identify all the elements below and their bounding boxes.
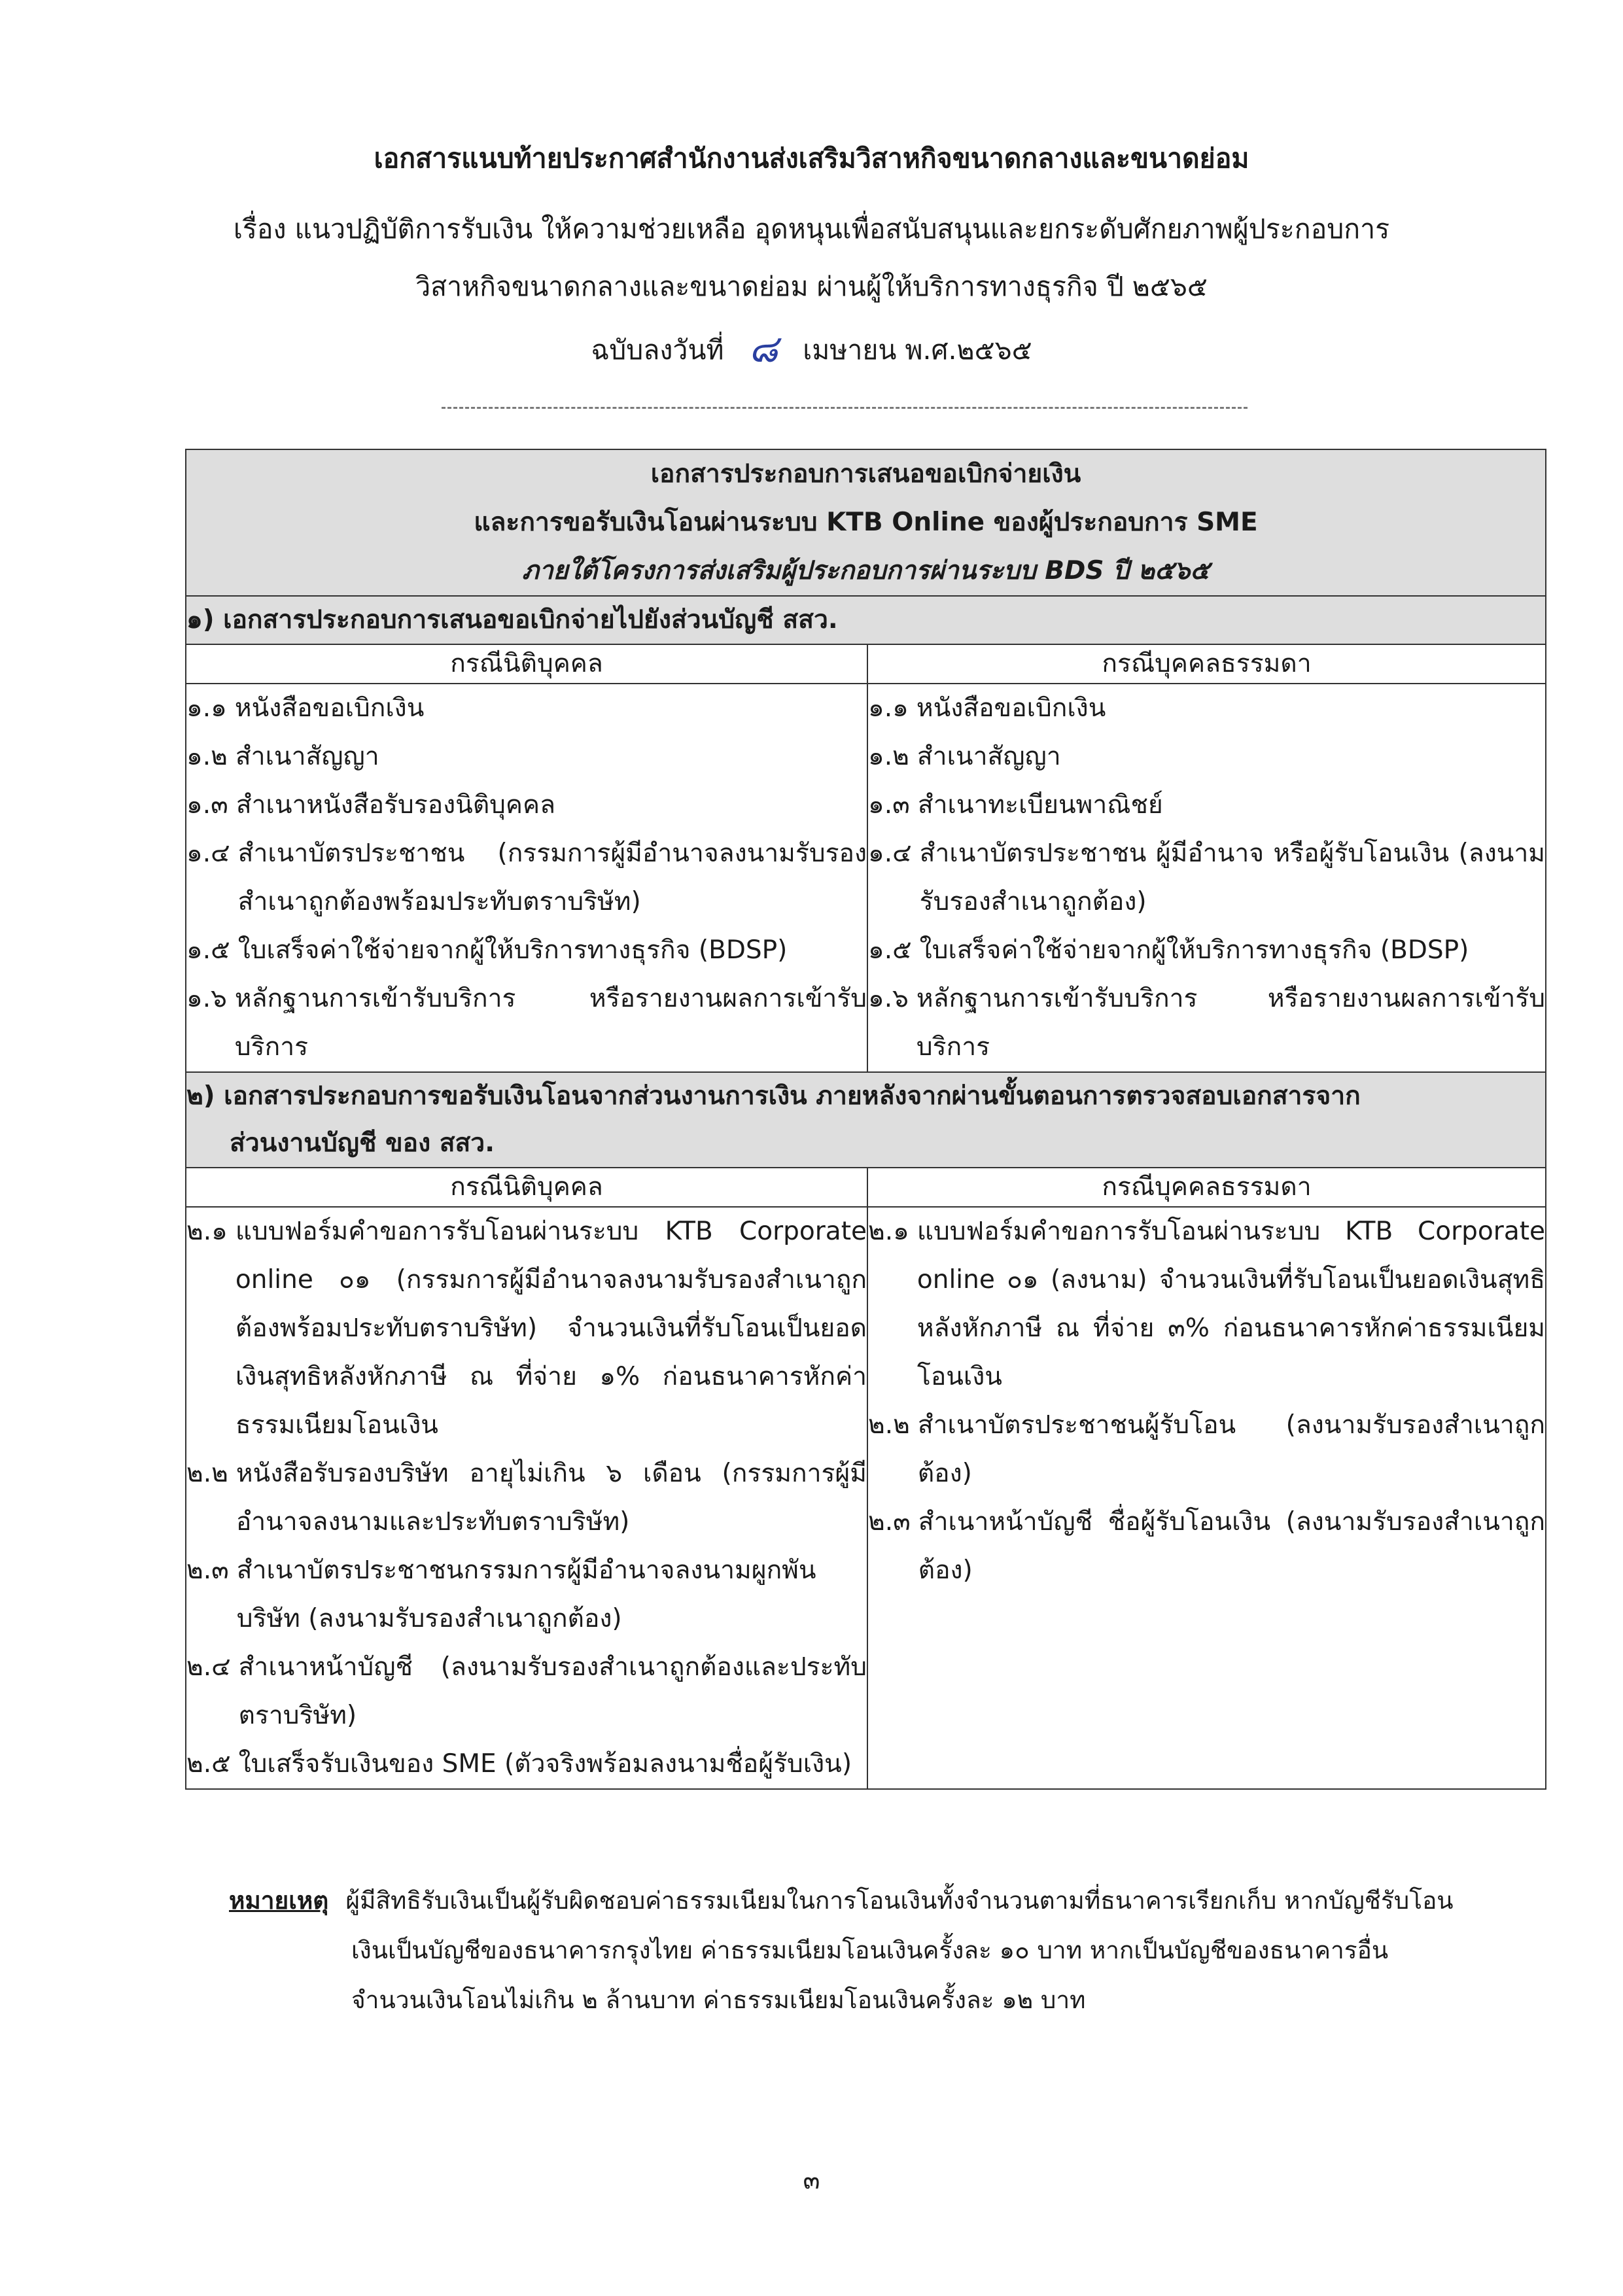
- table-title-line-2: และการขอรับเงินโอนผ่านระบบ KTB Online ของผู้ประกอบการ SME: [474, 508, 1258, 537]
- list-item: ๒.๒ หนังสือรับรองบริษัท อายุไม่เกิน ๖ เดือน (กรรมการผู้มีอำนาจลงนามและประทับตราบริษัท): [186, 1459, 867, 1537]
- footnote-line-1: ผู้มีสิทธิรับเงินเป็นผู้รับผิดชอบค่าธรรมเนียมในการโอนเงินทั้งจำนวนตามที่ธนาคารเรียกเก็บ หากบัญชีรับโอน: [345, 1887, 1454, 1915]
- list-item: ๑.๔ สำเนาบัตรประชาชน ผู้มีอำนาจ หรือผู้รับโอนเงิน (ลงนามรับรองสำเนาถูกต้อง): [868, 839, 1546, 916]
- section-2-col-individual: กรณีบุคคลธรรมดา: [867, 1168, 1546, 1207]
- list-item: ๒.๑ แบบฟอร์มคำขอการรับโอนผ่านระบบ KTB Corporate online ๐๑ (กรรมการผู้มีอำนาจลงนามรับรองสำเนาถูกต้องพร้อมประทับตราบริษัท) จำนวนเงินที่รับโอนเป็นยอดเงินสุทธิหลังหักภาษี ณ ที่จ่าย ๑% ก่อนธนาคารหักค่าธรรมเนียมโอนเงิน: [186, 1217, 867, 1440]
- list-item: ๑.๕ ใบเสร็จค่าใช้จ่ายจากผู้ให้บริการทางธุรกิจ (BDSP): [186, 935, 788, 965]
- list-item: ๑.๔ สำเนาบัตรประชาชน (กรรมการผู้มีอำนาจลงนามรับรองสำเนาถูกต้องพร้อมประทับตราบริษัท): [186, 839, 867, 916]
- list-item: ๒.๑ แบบฟอร์มคำขอการรับโอนผ่านระบบ KTB Corporate online ๐๑ (ลงนาม) จำนวนเงินที่รับโอนเป็นยอดเงินสุทธิหลังหักภาษี ณ ที่จ่าย ๓% ก่อนธนาคารหักค่าธรรมเนียมโอนเงิน: [868, 1217, 1546, 1391]
- section-2-individual-list: [867, 1207, 1546, 1789]
- documents-table: [185, 449, 1546, 1790]
- list-item: ๒.๓ สำเนาบัตรประชาชนกรรมการผู้มีอำนาจลงนามผูกพันบริษัท (ลงนามรับรองสำเนาถูกต้อง): [186, 1556, 816, 1633]
- section-1-individual-list: [867, 684, 1546, 1072]
- list-item: ๑.๑ หนังสือขอเบิกเงิน: [186, 693, 425, 723]
- list-item: ๑.๖ หลักฐานการเข้ารับบริการ หรือรายงานผลการเข้ารับบริการ: [186, 984, 867, 1062]
- section-2-heading-line-1: ๒) เอกสารประกอบการขอรับเงินโอนจากส่วนงานการเงิน ภายหลังจากผ่านขั้นตอนการตรวจสอบเอกสารจาก: [186, 1081, 1361, 1111]
- date-prefix: ฉบับลงวันที่: [591, 334, 724, 366]
- section-2-col-juristic: กรณีนิติบุคคล: [186, 1168, 867, 1207]
- footnote: [229, 1876, 1524, 2025]
- section-1-col-individual: กรณีบุคคลธรรมดา: [867, 644, 1546, 684]
- list-item: ๑.๒ สำเนาสัญญา: [186, 742, 379, 771]
- handwritten-day: ๘: [748, 326, 778, 371]
- list-item: ๒.๕ ใบเสร็จรับเงินของ SME (ตัวจริงพร้อมลงนามชื่อผู้รับเงิน): [186, 1749, 852, 1779]
- list-item: ๑.๑ หนังสือขอเบิกเงิน: [868, 693, 1106, 723]
- list-item: ๑.๓ สำเนาทะเบียนพาณิชย์: [868, 790, 1163, 820]
- footnote-line-3: จำนวนเงินโอนไม่เกิน ๒ ล้านบาท ค่าธรรมเนียมโอนเงินครั้งละ ๑๒ บาท: [351, 1986, 1086, 2014]
- list-item: ๑.๒ สำเนาสัญญา: [868, 742, 1061, 771]
- list-item: ๒.๒ สำเนาบัตรประชาชนผู้รับโอน (ลงนามรับรองสำเนาถูกต้อง): [868, 1410, 1546, 1488]
- dashed-divider: [442, 407, 1248, 409]
- footnote-label: หมายเหตุ: [229, 1887, 329, 1915]
- section-2-heading-line-2: ส่วนงานบัญชี ของ สสว.: [230, 1128, 495, 1158]
- table-title-line-1: เอกสารประกอบการเสนอขอเบิกจ่ายเงิน: [650, 459, 1081, 489]
- date-line: [0, 326, 1623, 371]
- list-item: ๑.๖ หลักฐานการเข้ารับบริการ หรือรายงานผลการเข้ารับบริการ: [868, 984, 1546, 1062]
- section-1-heading: ๑) เอกสารประกอบการเสนอขอเบิกจ่ายไปยังส่วนบัญชี สสว.: [186, 596, 1546, 644]
- footnote-line-2: เงินเป็นบัญชีของธนาคารกรุงไทย ค่าธรรมเนียมโอนเงินครั้งละ ๑๐ บาท หากเป็นบัญชีของธนาคารอื่น: [351, 1936, 1389, 1964]
- section-2-heading: [186, 1072, 1546, 1168]
- table-title: [186, 449, 1546, 596]
- list-item: ๑.๓ สำเนาหนังสือรับรองนิติบุคคล: [186, 790, 555, 820]
- section-1-juristic-list: [186, 684, 867, 1072]
- list-item: ๒.๔ สำเนาหน้าบัญชี (ลงนามรับรองสำเนาถูกต้องและประทับตราบริษัท): [186, 1652, 867, 1730]
- table-title-line-3: ภายใต้โครงการส่งเสริมผู้ประกอบการผ่านระบบ BDS ปี ๒๕๖๕: [522, 556, 1210, 585]
- list-item: ๑.๕ ใบเสร็จค่าใช้จ่ายจากผู้ให้บริการทางธุรกิจ (BDSP): [868, 935, 1469, 965]
- date-suffix: เมษายน พ.ศ.๒๕๖๕: [803, 334, 1032, 366]
- list-item: ๒.๓ สำเนาหน้าบัญชี ชื่อผู้รับโอนเงิน (ลงนามรับรองสำเนาถูกต้อง): [868, 1507, 1546, 1585]
- document-title: เอกสารแนบท้ายประกาศสำนักงานส่งเสริมวิสาหกิจขนาดกลางและขนาดย่อม: [374, 143, 1249, 174]
- subject-line-1: เรื่อง แนวปฏิบัติการรับเงิน ให้ความช่วยเหลือ อุดหนุนเพื่อสนับสนุนและยกระดับศักยภาพผู้ประกอบการ: [233, 213, 1390, 245]
- page-number: ๓: [803, 2166, 820, 2195]
- section-2-juristic-list: [186, 1207, 867, 1789]
- section-1-col-juristic: กรณีนิติบุคคล: [186, 644, 867, 684]
- subject-line-2: วิสาหกิจขนาดกลางและขนาดย่อม ผ่านผู้ให้บริการทางธุรกิจ ปี ๒๕๖๕: [415, 271, 1208, 302]
